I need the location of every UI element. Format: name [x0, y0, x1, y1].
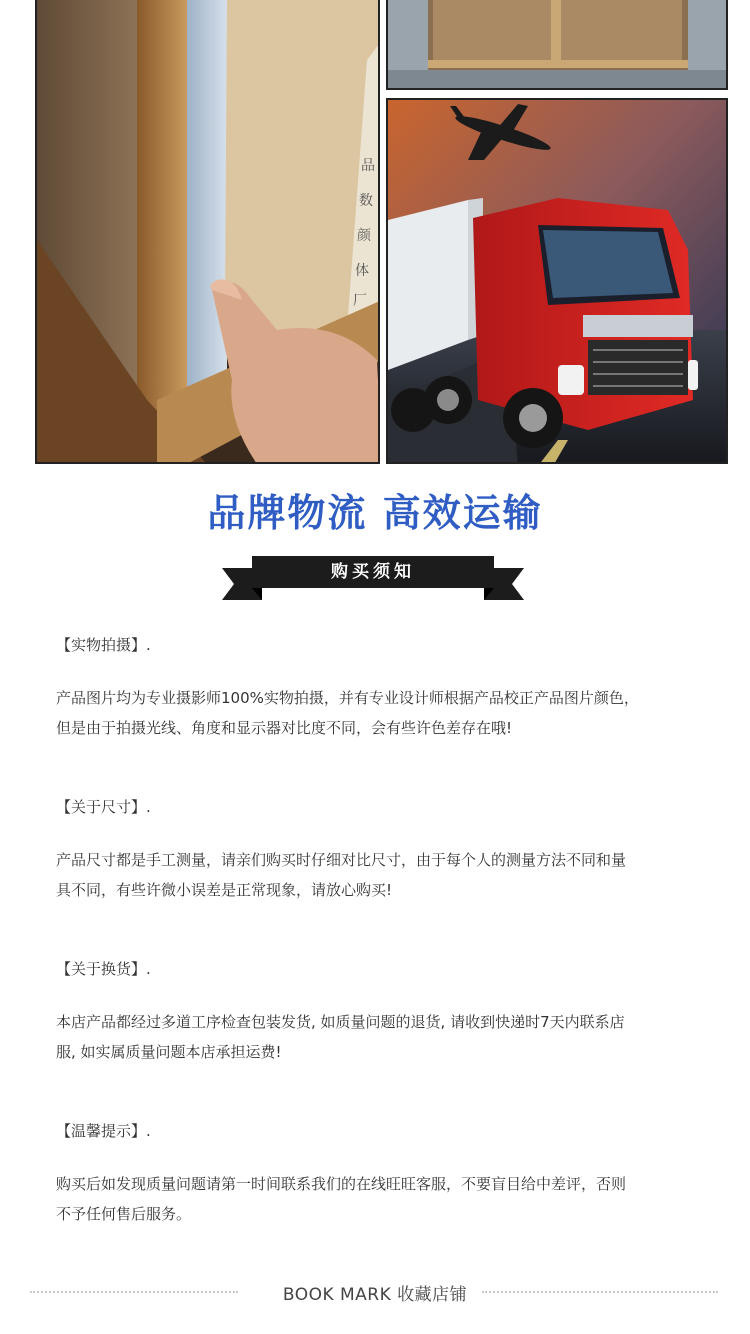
section-title: 【温馨提示】. [56, 1122, 151, 1140]
body-line: 具不同，有些许微小误差是正常现象，请放心购买! [56, 881, 393, 899]
banner-title: 购买须知 [331, 562, 415, 582]
section-body [56, 1169, 696, 1229]
svg-text:体: 体 [355, 263, 369, 279]
section-title: 【关于尺寸】. [56, 798, 151, 816]
packing-photo [35, 0, 380, 464]
bookmark-store-link[interactable]: BOOK MARK 收藏店铺 [282, 1285, 468, 1305]
svg-text:品: 品 [361, 158, 375, 174]
svg-text:颜: 颜 [357, 228, 371, 244]
body-line: 产品尺寸都是手工测量，请亲们购买时仔细对比尺寸，由于每个人的测量方法不同和量 [56, 851, 627, 869]
truck-airplane-photo [386, 98, 728, 464]
section-body [56, 683, 696, 743]
section-real-photo [56, 634, 696, 743]
purchase-notice-banner [222, 556, 524, 602]
section-body [56, 1007, 696, 1067]
body-line: 产品图片均为专业摄影师100%实物拍摄，并有专业设计师根据产品校正产品图片颜色， [56, 689, 639, 707]
section-size [56, 796, 696, 905]
slogan-heading: 品牌物流 高效运输 [207, 491, 543, 535]
svg-text:数: 数 [359, 193, 373, 209]
body-line: 本店产品都经过多道工序检查包装发货, 如质量问题的退货, 请收到快递时7天内联系店 [56, 1013, 625, 1031]
body-line: 不予任何售后服务。 [56, 1205, 192, 1223]
section-title: 【关于换货】. [56, 960, 151, 978]
section-tips [56, 1120, 696, 1229]
section-exchange [56, 958, 696, 1067]
section-title: 【实物拍摄】. [56, 636, 151, 654]
svg-text:厂: 厂 [353, 293, 367, 309]
body-line: 服, 如实属质量问题本店承担运费! [56, 1043, 282, 1061]
body-line: 购买后如发现质量问题请第一时间联系我们的在线旺旺客服，不要盲目给中差评，否则 [56, 1175, 627, 1193]
section-body [56, 845, 696, 905]
crate-photo [386, 0, 728, 90]
body-line: 但是由于拍摄光线、角度和显示器对比度不同，会有些许色差存在哦! [56, 719, 513, 737]
